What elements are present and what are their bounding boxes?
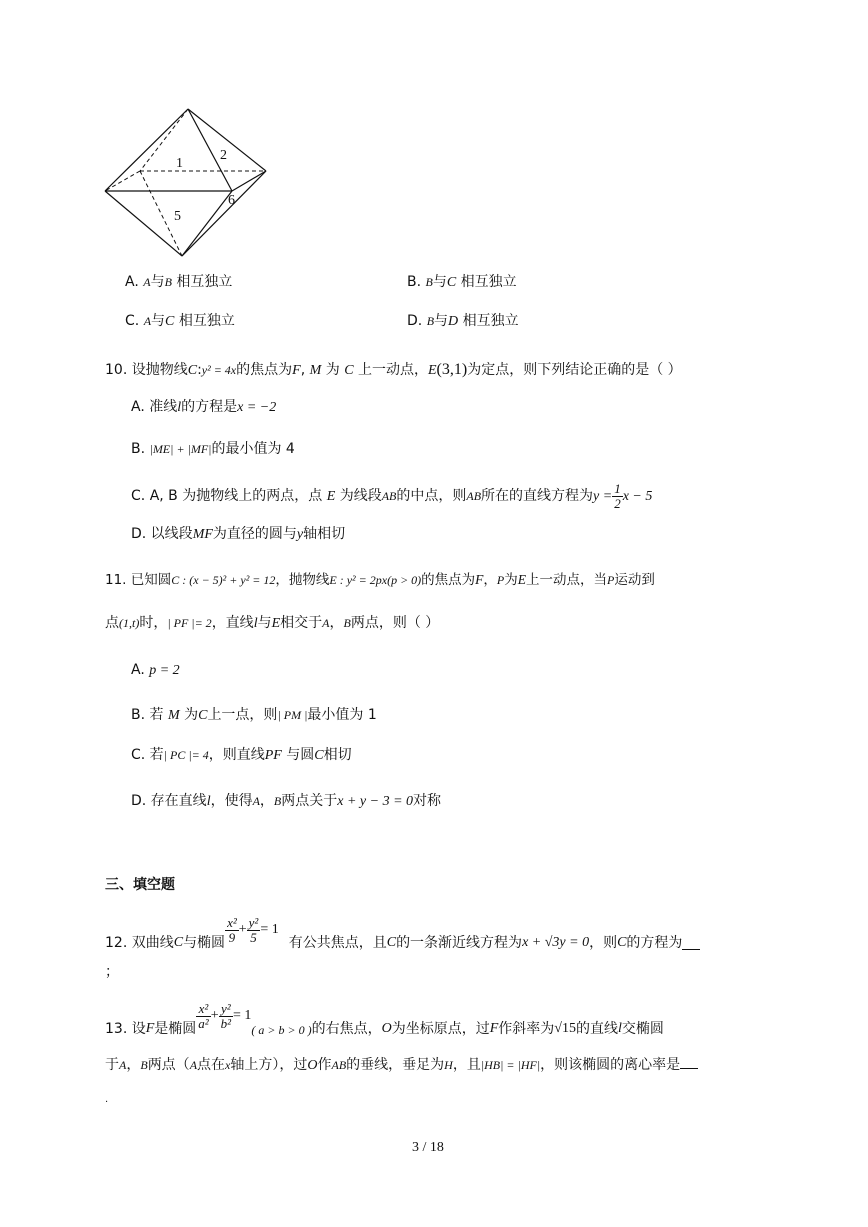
- q13-frac-x: $\frac{\text{x²}}{\text{a²}}$: [198, 1000, 209, 1031]
- q13-frac-y: $\frac{\text{y²}}{\text{b²}}$: [220, 1000, 231, 1031]
- q11-stem-line1: 11. 已知圆C : (x − 5)² + y² = 12，抛物线E : y² = 2px(p > 0)的焦点为F，P为E上一动点，当P运动到: [105, 572, 655, 588]
- q12-frac-x: $\frac{\text{x²}}{9}$: [227, 914, 237, 945]
- q9-option-c: C. A与C 相互独立: [125, 313, 235, 329]
- q9-option-b: B. B与C 相互独立: [407, 274, 517, 290]
- q9-option-a: A. A与B 相互独立: [125, 274, 233, 290]
- face-label-5: 5: [174, 209, 181, 224]
- q10-option-c: C. A, B 为抛物线上的两点，点 E 为线段AB的中点，则AB所在的直线方程为y = $\frac{1}{2}$ x − 5: [131, 481, 653, 511]
- q12-line1: 12. 双曲线 C 与椭圆 $\frac{\text{x²}}{9}$ + $\frac{\text{y²}}{5}$ = 1 有公共焦点，且 C 的一条渐近线方程为 x + √3y = 0 ，则 C 的方程为: [105, 906, 700, 954]
- q12-answer-blank[interactable]: [682, 937, 700, 950]
- q11-option-b: B. 若 M 为C上一点，则| PM |最小值为 1: [131, 707, 377, 723]
- q10-fraction: $\frac{1}{2}$: [614, 481, 621, 511]
- q11-option-a: A. p = 2: [131, 662, 180, 678]
- q12-line2: ；: [105, 964, 119, 980]
- face-label-2: 2: [220, 148, 227, 163]
- face-label-6: 6: [228, 193, 235, 208]
- q9-option-d: D. B与D 相互独立: [407, 313, 519, 329]
- q10-stem: 10. 设抛物线C:y² = 4x的焦点为F, M 为 C 上一动点，E(3,1)为定点，则下列结论正确的是（ ）: [105, 361, 682, 378]
- q11-option-c: C. 若| PC |= 4，则直线PF 与圆C相切: [131, 747, 352, 763]
- q10-option-a: A. 准线l的方程是x = −2: [131, 399, 277, 415]
- face-label-1: 1: [176, 156, 183, 171]
- q10-option-b: B. |ME| + |MF|的最小值为 4: [131, 441, 295, 457]
- q11-option-d: D. 存在直线l，使得A，B两点关于x + y − 3 = 0对称: [131, 793, 442, 809]
- section-title: 三、填空题: [105, 877, 175, 893]
- q13-line3: .: [105, 1094, 109, 1105]
- q13-answer-blank[interactable]: [680, 1056, 698, 1069]
- q13-line2: 于A，B两点（A点在x轴上方），过O作AB的垂线，垂足为H，且|HB| = |HF|，则该椭圆的离心率是: [105, 1056, 698, 1075]
- q12-frac-y: $\frac{\text{y²}}{5}$: [248, 914, 259, 945]
- q13-line1: 13. 设 F 是椭圆 $\frac{\text{x²}}{\text{a²}}$ + $\frac{\text{y²}}{\text{b²}}$ = 1 ( a > b > 0 ) 的右焦点， O 为坐标原点，过 F 作斜率为 √15 的直线 l 交椭圆: [105, 1000, 664, 1038]
- q10-option-d: D. 以线段MF为直径的圆与y轴相切: [131, 526, 346, 542]
- q11-stem-line2: 点(1,t)时，| PF |= 2，直线l与E相交于A，B两点，则（ ）: [105, 615, 440, 631]
- page-number: 3 / 18: [412, 1140, 444, 1155]
- octahedron-figure: [100, 105, 275, 265]
